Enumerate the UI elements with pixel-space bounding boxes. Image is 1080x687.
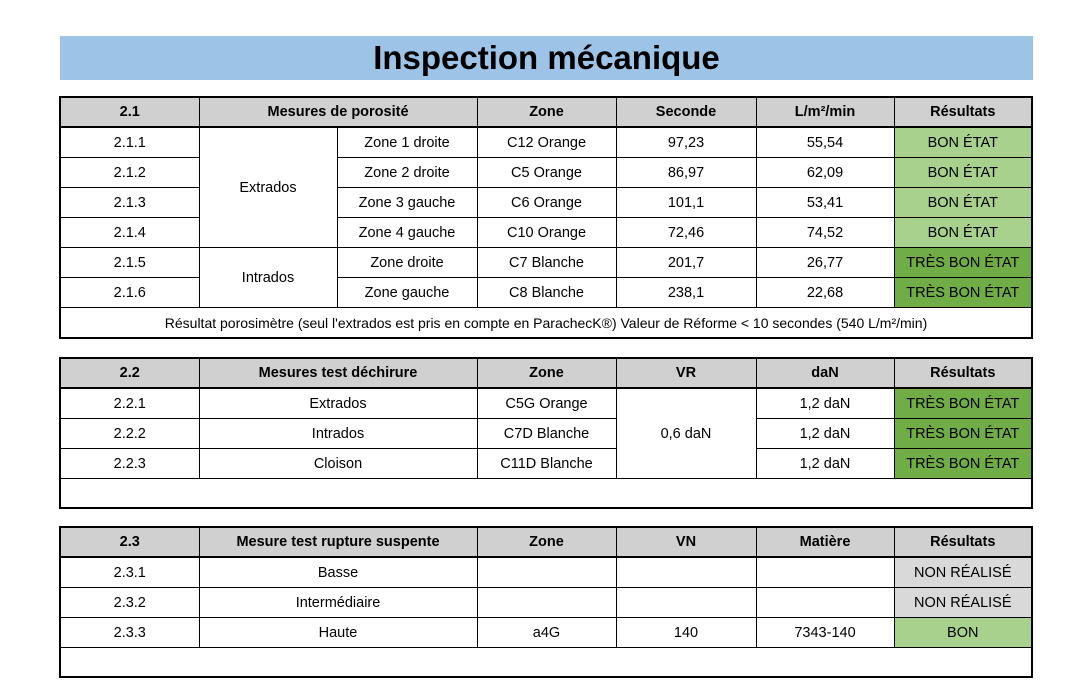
sub-zone: Zone 1 droite [337, 127, 477, 158]
zone-cell [477, 557, 616, 588]
header-cell: 2.3 [60, 527, 199, 557]
result-cell: NON RÉALISÉ [894, 557, 1032, 588]
zone-cell: C10 Orange [477, 218, 616, 248]
result-cell: NON RÉALISÉ [894, 588, 1032, 618]
row-id: 2.1.1 [60, 127, 199, 158]
vr-cell: 0,6 daN [616, 388, 756, 479]
porosity-note: Résultat porosimètre (seul l'extrados est pris en compte en ParachecK®) Valeur de Réforme < 10 secondes (540 L/m²/min) [60, 308, 1032, 339]
header-cell: L/m²/min [756, 97, 894, 127]
line-break-table [59, 526, 1033, 678]
flow-cell: 22,68 [756, 278, 894, 308]
seconds-cell: 101,1 [616, 188, 756, 218]
test-name: Basse [199, 557, 477, 588]
row-id: 2.3.3 [60, 618, 199, 648]
header-cell: Résultats [894, 527, 1032, 557]
row-id: 2.3.2 [60, 588, 199, 618]
tear-test-table [59, 357, 1033, 509]
table-row [60, 449, 1032, 479]
result-cell: TRÈS BON ÉTAT [894, 248, 1032, 278]
row-id: 2.1.6 [60, 278, 199, 308]
result-cell: TRÈS BON ÉTAT [894, 278, 1032, 308]
blank-cell [60, 648, 1032, 678]
flow-cell: 62,09 [756, 158, 894, 188]
zone-cell: C7D Blanche [477, 419, 616, 449]
result-cell: TRÈS BON ÉTAT [894, 449, 1032, 479]
header-cell: Mesures test déchirure [199, 358, 477, 388]
vn-cell [616, 557, 756, 588]
header-cell: Résultats [894, 358, 1032, 388]
sub-zone: Zone 4 gauche [337, 218, 477, 248]
header-cell: Zone [477, 527, 616, 557]
dan-cell: 1,2 daN [756, 449, 894, 479]
header-cell: VN [616, 527, 756, 557]
dan-cell: 1,2 daN [756, 419, 894, 449]
test-name: Extrados [199, 388, 477, 419]
porosity-table [59, 96, 1033, 339]
zone-cell: a4G [477, 618, 616, 648]
seconds-cell: 201,7 [616, 248, 756, 278]
result-cell: BON ÉTAT [894, 218, 1032, 248]
row-id: 2.1.2 [60, 158, 199, 188]
flow-cell: 26,77 [756, 248, 894, 278]
header-cell: daN [756, 358, 894, 388]
row-id: 2.1.5 [60, 248, 199, 278]
row-id: 2.2.1 [60, 388, 199, 419]
zone-cell: C5 Orange [477, 158, 616, 188]
seconds-cell: 72,46 [616, 218, 756, 248]
header-cell: Seconde [616, 97, 756, 127]
test-name: Cloison [199, 449, 477, 479]
dan-cell: 1,2 daN [756, 388, 894, 419]
group-label: Extrados [199, 127, 337, 248]
result-cell: TRÈS BON ÉTAT [894, 388, 1032, 419]
test-name: Intrados [199, 419, 477, 449]
table-row [60, 127, 1032, 158]
zone-cell: C5G Orange [477, 388, 616, 419]
flow-cell: 74,52 [756, 218, 894, 248]
table-header-row [60, 97, 1032, 127]
zone-cell: C6 Orange [477, 188, 616, 218]
test-name: Intermédiaire [199, 588, 477, 618]
table-row [60, 588, 1032, 618]
seconds-cell: 86,97 [616, 158, 756, 188]
result-cell: TRÈS BON ÉTAT [894, 419, 1032, 449]
table-row [60, 419, 1032, 449]
table-row [60, 248, 1032, 278]
header-cell: Mesure test rupture suspente [199, 527, 477, 557]
header-cell: Résultats [894, 97, 1032, 127]
sub-zone: Zone 3 gauche [337, 188, 477, 218]
blank-row [60, 479, 1032, 509]
zone-cell [477, 588, 616, 618]
table-row [60, 388, 1032, 419]
row-id: 2.2.3 [60, 449, 199, 479]
row-id: 2.2.2 [60, 419, 199, 449]
group-label: Intrados [199, 248, 337, 308]
header-cell: Zone [477, 97, 616, 127]
zone-cell: C12 Orange [477, 127, 616, 158]
header-cell: 2.2 [60, 358, 199, 388]
row-id: 2.1.4 [60, 218, 199, 248]
zone-cell: C7 Blanche [477, 248, 616, 278]
row-id: 2.3.1 [60, 557, 199, 588]
header-cell: Mesures de porosité [199, 97, 477, 127]
blank-row [60, 648, 1032, 678]
result-cell: BON ÉTAT [894, 158, 1032, 188]
page-title: Inspection mécanique [60, 36, 1033, 80]
result-cell: BON ÉTAT [894, 188, 1032, 218]
sub-zone: Zone droite [337, 248, 477, 278]
header-cell: Matière [756, 527, 894, 557]
seconds-cell: 97,23 [616, 127, 756, 158]
note-row [60, 308, 1032, 339]
vn-cell: 140 [616, 618, 756, 648]
test-name: Haute [199, 618, 477, 648]
sub-zone: Zone 2 droite [337, 158, 477, 188]
seconds-cell: 238,1 [616, 278, 756, 308]
zone-cell: C11D Blanche [477, 449, 616, 479]
flow-cell: 53,41 [756, 188, 894, 218]
row-id: 2.1.3 [60, 188, 199, 218]
blank-cell [60, 479, 1032, 509]
header-cell: Zone [477, 358, 616, 388]
zone-cell: C8 Blanche [477, 278, 616, 308]
table-row [60, 618, 1032, 648]
material-cell [756, 588, 894, 618]
material-cell [756, 557, 894, 588]
table-header-row [60, 358, 1032, 388]
header-cell: VR [616, 358, 756, 388]
sub-zone: Zone gauche [337, 278, 477, 308]
vn-cell [616, 588, 756, 618]
flow-cell: 55,54 [756, 127, 894, 158]
material-cell: 7343-140 [756, 618, 894, 648]
table-header-row [60, 527, 1032, 557]
table-row [60, 557, 1032, 588]
result-cell: BON ÉTAT [894, 127, 1032, 158]
result-cell: BON [894, 618, 1032, 648]
header-cell: 2.1 [60, 97, 199, 127]
